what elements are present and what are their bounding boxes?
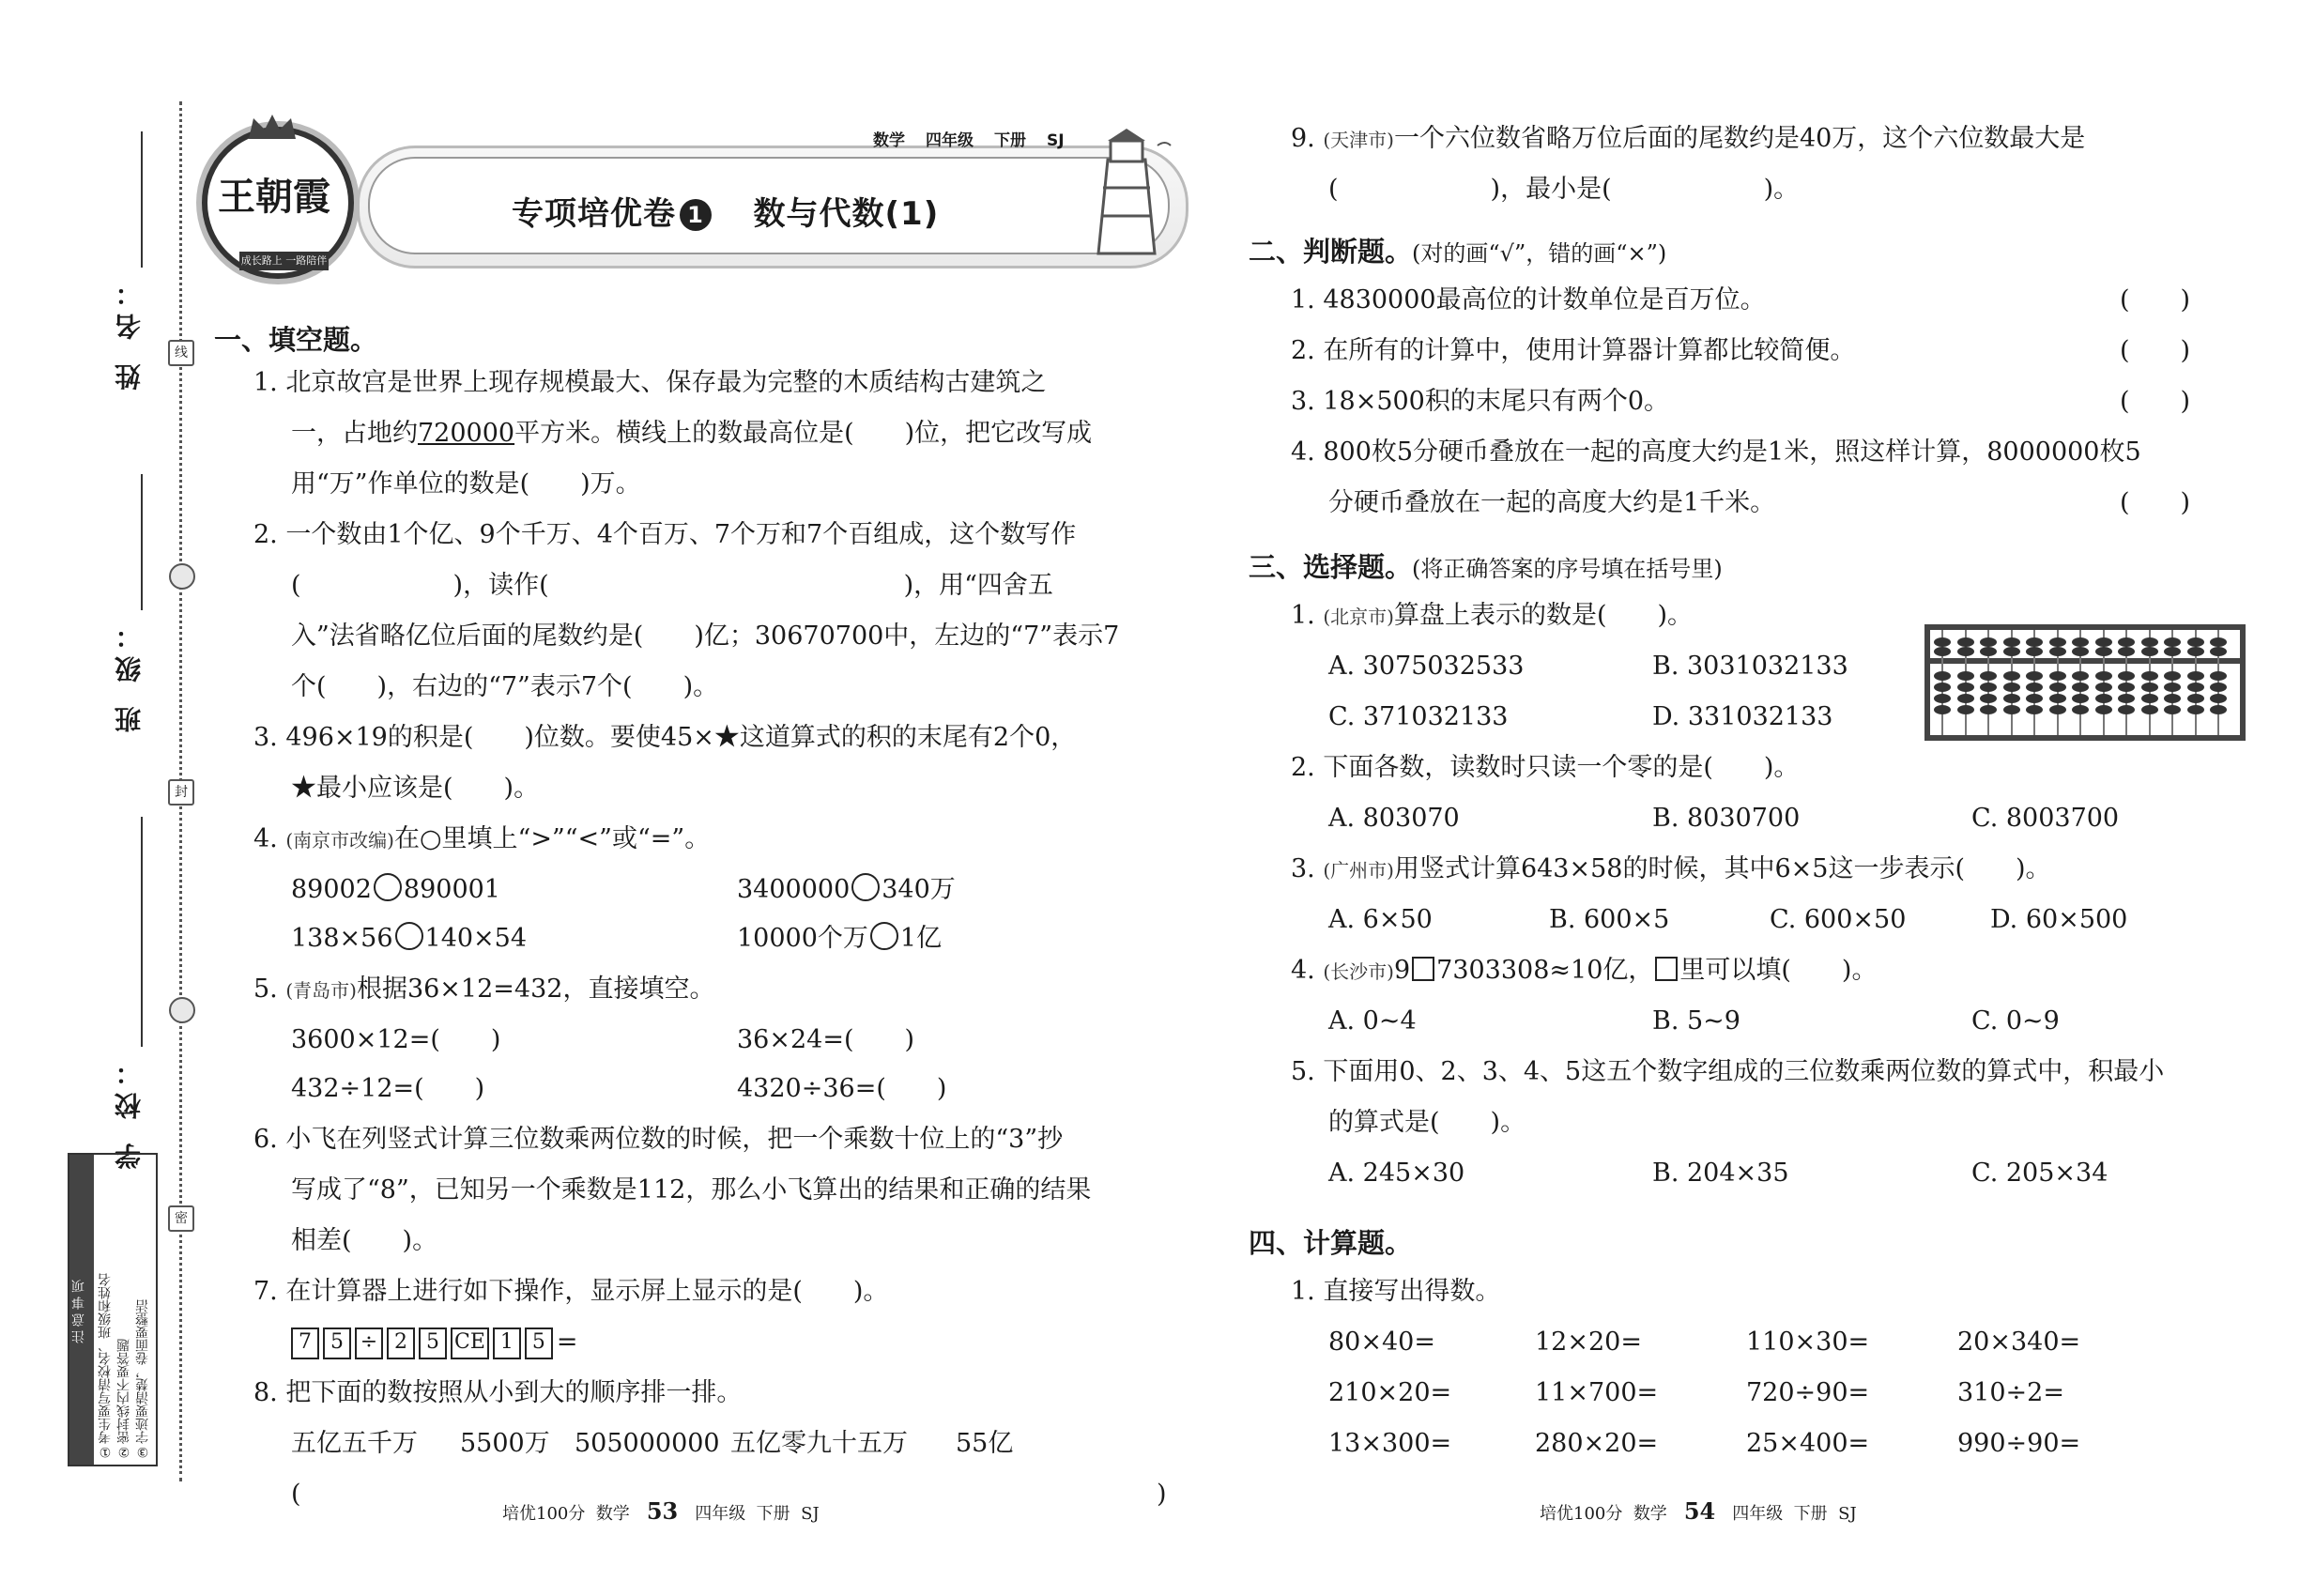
abacus-bead xyxy=(2187,694,2204,703)
q5-item: 4320÷36=( ) xyxy=(737,1074,947,1103)
page-title xyxy=(512,188,939,234)
c3-option[interactable]: D. 60×500 xyxy=(1990,905,2128,934)
abacus-bead xyxy=(1934,694,1951,703)
judge-answer[interactable]: ( ) xyxy=(2120,285,2191,315)
compare-circle[interactable] xyxy=(851,873,880,901)
blank-square xyxy=(1412,957,1434,981)
q8-item: 55亿 xyxy=(956,1429,1014,1458)
abacus-bead xyxy=(2141,683,2158,692)
q5-stem: 5. (青岛市)根据36×12=432，直接填空。 xyxy=(253,974,715,1004)
calc-item[interactable]: 280×20= xyxy=(1535,1429,1659,1458)
c1-stem: 1. (北京市)算盘上表示的数是( )。 xyxy=(1291,601,1694,630)
abacus-bead xyxy=(2095,705,2112,714)
abacus-bead xyxy=(2049,694,2066,703)
abacus-bead xyxy=(1957,637,1974,647)
abacus-bead xyxy=(2164,637,2181,647)
abacus-bead xyxy=(2003,694,2020,703)
notice-item: ②密封线内不要答题 xyxy=(116,1339,131,1459)
q1-area-value: 720000 xyxy=(418,419,515,448)
abacus-bead xyxy=(2095,683,2112,692)
abacus-bead xyxy=(2210,694,2227,703)
section-fill-blank: 一、填空题。 xyxy=(214,324,378,356)
abacus-bead xyxy=(1957,705,1974,714)
abacus-bead xyxy=(1934,671,1951,681)
calc-item[interactable]: 80×40= xyxy=(1328,1327,1435,1357)
seal-mark-xian: 线 xyxy=(168,340,194,366)
calc-key: ÷ xyxy=(355,1327,383,1359)
abacus-bead xyxy=(2003,671,2020,681)
calc-key: 7 xyxy=(291,1327,319,1359)
page-number: 53 xyxy=(646,1497,679,1525)
abacus-bead xyxy=(2210,671,2227,681)
abacus-bead xyxy=(2049,637,2066,647)
calc-item[interactable]: 310÷2= xyxy=(1957,1378,2064,1407)
judge-answer[interactable]: ( ) xyxy=(2120,387,2191,416)
page-number: 54 xyxy=(1683,1497,1716,1525)
abacus-bead xyxy=(2210,637,2227,647)
staple-hole xyxy=(169,563,195,590)
brand-logo-ribbon: 成长路上 一路陪伴 xyxy=(239,252,329,270)
abacus-bead xyxy=(2210,683,2227,692)
blank-square xyxy=(1655,957,1678,981)
q4-source: (南京市改编) xyxy=(285,829,394,852)
q9-line1: 9. (天津市)一个六位数省略万位后面的尾数约是40万，这个六位数最大是 xyxy=(1291,124,2086,153)
calc-item[interactable]: 990÷90= xyxy=(1957,1429,2081,1458)
c2-stem: 2. 下面各数，读数时只读一个零的是( )。 xyxy=(1291,753,1800,782)
c2-option[interactable]: A. 803070 xyxy=(1328,804,1460,833)
c3-option[interactable]: B. 600×5 xyxy=(1549,905,1670,934)
q8-item: 五亿零九十五万 xyxy=(730,1429,908,1458)
abacus-bead xyxy=(2164,647,2181,656)
judge-item: 4. 800枚5分硬币叠放在一起的高度大约是1米，照这样计算，8000000枚5 xyxy=(1291,437,2141,467)
abacus-bead xyxy=(1934,647,1951,656)
notice-item: ①考生要写清校名、班级和姓名 xyxy=(98,1273,113,1459)
q6-line3: 相差( )。 xyxy=(291,1226,438,1255)
brand-logo-text: 王朝霞 xyxy=(218,175,330,219)
q6-line1: 6. 小飞在列竖式计算三位数乘两位数的时候，把一个乘数十位上的“3”抄 xyxy=(253,1125,1064,1154)
q9-line2: ( )，最小是( )。 xyxy=(1328,175,1800,204)
abacus-bead xyxy=(2072,683,2089,692)
abacus-bead xyxy=(1934,705,1951,714)
c3-option[interactable]: C. 600×50 xyxy=(1770,905,1907,934)
abacus-bead xyxy=(1980,683,1997,692)
c1-source: (北京市) xyxy=(1323,606,1394,628)
abacus-bead xyxy=(1980,637,1997,647)
section-calculation: 四、计算题。 xyxy=(1249,1227,1413,1259)
calc-key: 5 xyxy=(419,1327,447,1359)
abacus-bead xyxy=(2072,647,2089,656)
abacus-bead xyxy=(2049,647,2066,656)
c4-stem: 4. (长沙市)9 7303308≈10亿， 里可以填( )。 xyxy=(1291,956,1878,985)
abacus-bead xyxy=(1934,637,1951,647)
c4-option[interactable]: A. 0~4 xyxy=(1328,1006,1417,1036)
c5-line1: 5. 下面用0、2、3、4、5这五个数字组成的三位数乘两位数的算式中，积最小 xyxy=(1291,1057,2165,1086)
banner-volume: 下册 xyxy=(994,131,1026,150)
judge-item: 分硬币叠放在一起的高度大约是1千米。 xyxy=(1328,488,1776,517)
q8-answer-open[interactable]: ( xyxy=(291,1480,301,1509)
calc-item[interactable]: 20×340= xyxy=(1957,1327,2081,1357)
footer-right: 培优100分 数学 54 四年级 下册 SJ xyxy=(1540,1497,1857,1525)
calc-item[interactable]: 110×30= xyxy=(1746,1327,1870,1357)
c2-option[interactable]: B. 8030700 xyxy=(1652,804,1801,833)
q6-line2: 写成了“8”，已知另一个乘数是112，那么小飞算出的结果和正确的结果 xyxy=(291,1175,1092,1205)
abacus-bead xyxy=(2118,694,2135,703)
notice-box xyxy=(68,1153,158,1466)
compare-circle[interactable] xyxy=(374,873,402,901)
staple-hole xyxy=(169,997,195,1023)
school-label: 学 校： xyxy=(114,1051,145,1170)
c1-option[interactable]: C. 371032133 xyxy=(1328,702,1509,731)
abacus-bead xyxy=(2164,694,2181,703)
q7-stem: 7. 在计算器上进行如下操作，显示屏上显示的是( )。 xyxy=(253,1277,889,1306)
abacus-bead xyxy=(2187,705,2204,714)
abacus-bead xyxy=(2026,694,2043,703)
compare-circle[interactable] xyxy=(395,922,423,950)
calc-item[interactable]: 210×20= xyxy=(1328,1378,1452,1407)
abacus-bead xyxy=(2049,705,2066,714)
abacus-bead xyxy=(1957,671,1974,681)
footer-left: 培优100分 数学 53 四年级 下册 SJ xyxy=(502,1497,820,1525)
calculator-keys xyxy=(291,1324,578,1361)
abacus-bead xyxy=(2187,637,2204,647)
abacus-bead xyxy=(2003,705,2020,714)
title-main: 数与代数(1) xyxy=(753,195,940,233)
abacus-bead xyxy=(2118,647,2135,656)
calc-key: 2 xyxy=(387,1327,415,1359)
judge-item: 2. 在所有的计算中，使用计算器计算都比较简便。 xyxy=(1291,336,1856,365)
calc-key: 5 xyxy=(323,1327,351,1359)
c1-option[interactable]: B. 3031032133 xyxy=(1652,652,1848,681)
abacus-bead xyxy=(2095,671,2112,681)
banner-subject: 数学 xyxy=(873,131,905,150)
q3-line2: ★最小应该是( )。 xyxy=(291,774,540,803)
calc-equals: = xyxy=(556,1327,578,1357)
notice-item: ③字迹要清楚，卷面要整洁 xyxy=(135,1299,150,1459)
c5-line2: 的算式是( )。 xyxy=(1328,1108,1526,1137)
q8-item: 五亿五千万 xyxy=(291,1429,418,1458)
q5-item: 432÷12=( ) xyxy=(291,1074,485,1103)
section-true-false: 二、判断题。(对的画“√”，错的画“×”) xyxy=(1249,236,1667,268)
abacus-bead xyxy=(2118,637,2135,647)
name-label: 姓 名： xyxy=(114,272,145,391)
calc-key: 5 xyxy=(525,1327,553,1359)
q8-item: 5500万 xyxy=(460,1429,550,1458)
c3-source: (广州市) xyxy=(1323,859,1394,882)
banner-meta xyxy=(873,127,1085,150)
abacus-bead xyxy=(2118,671,2135,681)
calc-key: CE xyxy=(451,1327,489,1359)
q3-line1: 3. 496×19的积是( )位数。要使45×★这道算式的积的末尾有2个0， xyxy=(253,723,1077,752)
calc-item[interactable]: 13×300= xyxy=(1328,1429,1452,1458)
abacus-bead xyxy=(2003,637,2020,647)
abacus-bead xyxy=(2141,671,2158,681)
calc-item[interactable]: 11×700= xyxy=(1535,1378,1659,1407)
q4-item: 138×56 140×54 xyxy=(291,924,528,953)
abacus-bead xyxy=(2164,671,2181,681)
q2-line1: 2. 一个数由1个亿、9个千万、4个百万、7个万和7个百组成，这个数写作 xyxy=(253,520,1077,549)
q9-source: (天津市) xyxy=(1323,129,1394,151)
calc-key: 1 xyxy=(493,1327,521,1359)
abacus-bead xyxy=(2187,683,2204,692)
abacus-bead xyxy=(2095,637,2112,647)
abacus-bead xyxy=(2095,694,2112,703)
abacus-bead xyxy=(2210,647,2227,656)
abacus-bead xyxy=(2118,683,2135,692)
q5-item: 3600×12=( ) xyxy=(291,1025,501,1054)
c4-option[interactable]: B. 5~9 xyxy=(1652,1006,1740,1036)
title-number: 1 xyxy=(680,199,712,231)
q2-line2: ( )，读作( )，用“四舍五 xyxy=(291,571,1053,600)
judge-answer[interactable]: ( ) xyxy=(2120,336,2191,365)
abacus-bead xyxy=(1980,705,1997,714)
compare-circle[interactable] xyxy=(870,922,898,950)
abacus-bead xyxy=(2072,637,2089,647)
calc-intro: 1. 直接写出得数。 xyxy=(1291,1277,1501,1306)
c3-stem: 3. (广州市)用竖式计算643×58的时候，其中6×5这一步表示( )。 xyxy=(1291,854,2051,883)
class-label: 班 级： xyxy=(114,615,145,733)
abacus-bead xyxy=(1980,647,1997,656)
q8-stem: 8. 把下面的数按照从小到大的顺序排一排。 xyxy=(253,1378,743,1407)
judge-item: 1. 4830000最高位的计数单位是百万位。 xyxy=(1291,285,1766,315)
c5-option[interactable]: B. 204×35 xyxy=(1652,1159,1789,1188)
abacus-bead xyxy=(2141,647,2158,656)
q8-item: 505000000 xyxy=(575,1429,720,1458)
q2-line3: 入”法省略亿位后面的尾数约是( )亿；30670700中，左边的“7”表示7 xyxy=(291,622,1120,651)
abacus-bead xyxy=(2026,671,2043,681)
banner-grade: 四年级 xyxy=(926,131,974,150)
lighthouse-icon xyxy=(1075,127,1178,258)
q1-line1: 1. 北京故宫是世界上现存规模最大、保存最为完整的木质结构古建筑之 xyxy=(253,368,1047,397)
abacus-bead xyxy=(2187,647,2204,656)
abacus-bead xyxy=(1957,694,1974,703)
abacus-bead xyxy=(2141,694,2158,703)
class-line[interactable] xyxy=(141,474,143,610)
abacus-bead xyxy=(2026,683,2043,692)
q4-item: 3400000 340万 xyxy=(737,875,956,904)
section-choice: 三、选择题。(将正确答案的序号填在括号里) xyxy=(1249,551,1723,583)
abacus-bead xyxy=(2118,705,2135,714)
abacus-bead xyxy=(2095,647,2112,656)
c5-option[interactable]: C. 205×34 xyxy=(1971,1159,2108,1188)
abacus-bead xyxy=(1957,647,1974,656)
abacus-bead xyxy=(2026,637,2043,647)
calc-item[interactable]: 12×20= xyxy=(1535,1327,1642,1357)
abacus-bead xyxy=(1957,683,1974,692)
q1-line3: 用“万”作单位的数是( )万。 xyxy=(291,469,641,499)
q5-source: (青岛市) xyxy=(285,979,357,1002)
abacus-bead xyxy=(2049,683,2066,692)
abacus-bead xyxy=(1934,683,1951,692)
school-line[interactable] xyxy=(141,817,143,1047)
judge-item: 3. 18×500积的末尾只有两个0。 xyxy=(1291,387,1670,416)
notice-title: 注意事项 xyxy=(69,1155,94,1465)
banner-edition: SJ xyxy=(1047,131,1065,150)
c1-option[interactable]: A. 3075032533 xyxy=(1328,652,1525,681)
q2-line4: 个( )，右边的“7”表示7个( )。 xyxy=(291,672,719,701)
abacus-bead xyxy=(1980,694,1997,703)
abacus-bead xyxy=(2003,647,2020,656)
name-line[interactable] xyxy=(141,131,143,268)
abacus-bead xyxy=(2210,705,2227,714)
abacus-bead xyxy=(2164,705,2181,714)
q8-answer-close: ) xyxy=(1157,1480,1167,1509)
abacus-bead xyxy=(2141,705,2158,714)
abacus-bead xyxy=(2072,705,2089,714)
q5-item: 36×24=( ) xyxy=(737,1025,915,1054)
abacus-bead xyxy=(2072,671,2089,681)
abacus-bead xyxy=(2026,705,2043,714)
calc-item[interactable]: 720÷90= xyxy=(1746,1378,1870,1407)
q4-item: 10000个万 1亿 xyxy=(737,924,943,953)
abacus-bead xyxy=(2187,671,2204,681)
seal-mark-mi: 密 xyxy=(168,1205,194,1232)
q4-stem: 4. (南京市改编)在○里填上“>”“<”或“=”。 xyxy=(253,824,711,853)
judge-answer[interactable]: ( ) xyxy=(2120,488,2191,517)
seal-mark-feng: 封 xyxy=(168,779,194,806)
calc-item[interactable]: 25×400= xyxy=(1746,1429,1870,1458)
abacus-bead xyxy=(2026,647,2043,656)
c2-option[interactable]: C. 8003700 xyxy=(1971,804,2120,833)
abacus-bead xyxy=(2072,694,2089,703)
abacus-bead xyxy=(2003,683,2020,692)
abacus-image xyxy=(1924,624,2246,741)
q4-item: 89002 890001 xyxy=(291,875,500,904)
title-prefix: 专项培优卷 xyxy=(512,195,676,233)
c5-option[interactable]: A. 245×30 xyxy=(1328,1159,1465,1188)
c4-source: (长沙市) xyxy=(1323,960,1394,983)
q1-line2: 一，占地约720000平方米。横线上的数最高位是( )位，把它改写成 xyxy=(291,419,1093,448)
c3-option[interactable]: A. 6×50 xyxy=(1328,905,1433,934)
crown-icon xyxy=(244,113,300,141)
abacus-bead xyxy=(2141,637,2158,647)
abacus-bead xyxy=(2164,683,2181,692)
abacus-bead xyxy=(2049,671,2066,681)
c4-option[interactable]: C. 0~9 xyxy=(1971,1006,2060,1036)
c1-option[interactable]: D. 331032133 xyxy=(1652,702,1833,731)
abacus-bead xyxy=(1980,671,1997,681)
